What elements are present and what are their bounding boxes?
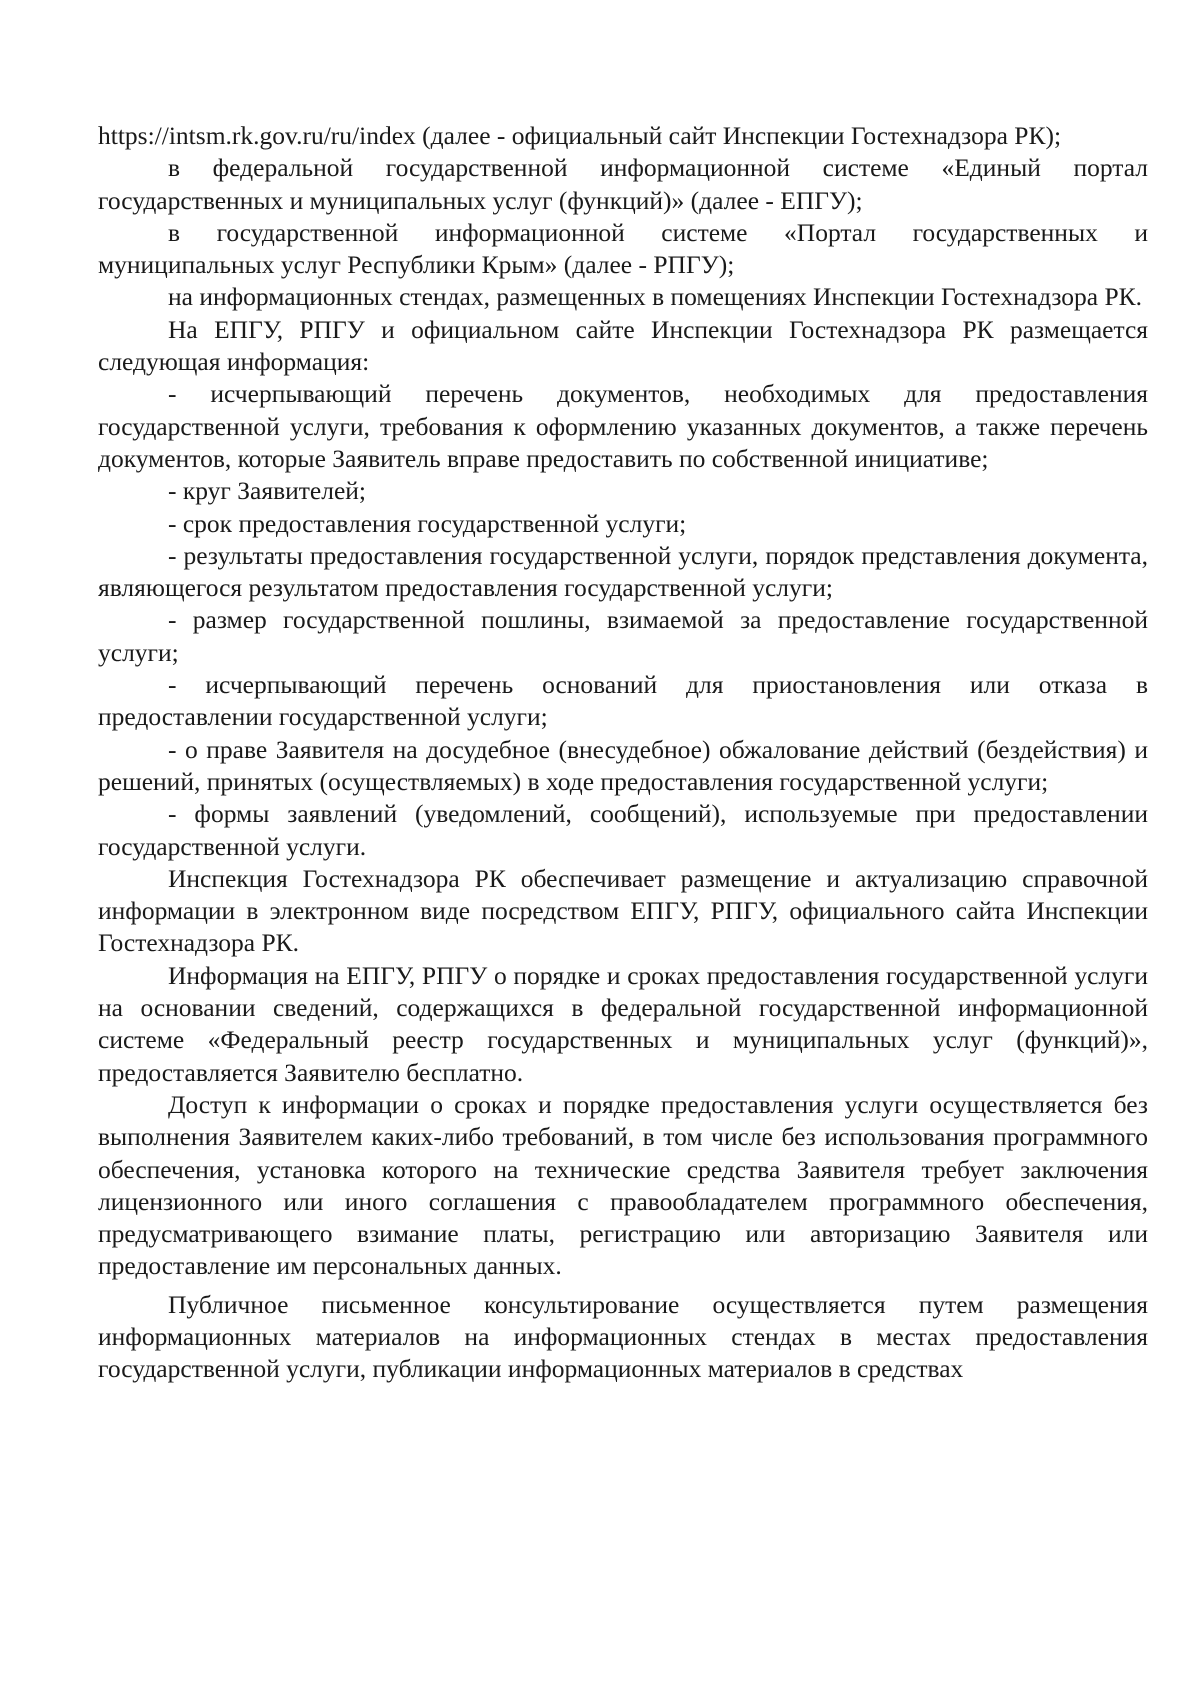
list-item-applicants: - круг Заявителей; [168, 476, 366, 506]
list-item-state-fee: - размер государственной пошлины, взимаемой за предоставление государственной услуги; [98, 605, 1148, 667]
list-item-grounds-refusal: - исчерпывающий перечень оснований для приостановления или отказа в предоставлении государственной услуги; [98, 670, 1148, 732]
paragraph-website-link: https://intsm.rk.gov.ru/ru/index (далее - официальный сайт Инспекции Гостехнадзора РК); [98, 121, 1062, 150]
paragraph-rpgu: в государственной информационной системе «Портал государственных и муниципальных услуг Республики Крым» (далее - РПГУ); [98, 217, 1148, 280]
paragraph-public-consulting: Публичное письменное консультирование осуществляется путем размещения информационных материалов на информационных стендах в местах предоставления государственной услуги, публикации информационных материалов в средствах [98, 1289, 1148, 1384]
paragraph-info-free: Информация на ЕПГУ, РПГУ о порядке и сроках предоставления государственной услуги на основании сведений, содержащихся в федеральной государственной информационной системе «Федеральный реестр государственных и муниципальных услуг (функций)», предоставляется Заявителю бесплатно. [98, 960, 1148, 1087]
paragraph-epgu: в федеральной государственной информационной системе «Единый портал государственных и муниципальных услуг (функций)» (далее - ЕПГУ); [98, 153, 1148, 215]
document-body [98, 120, 1148, 1386]
paragraph-access: Доступ к информации о сроках и порядке предоставления услуги осуществляется без выполнения Заявителем каких-либо требований, в том числе без использования программного обеспечения, установка которого на технические средства Заявителя требует заключения лицензионного или иного соглашения с правообладателем программного обеспечения, предусматривающего взимание платы, регистрацию или авторизацию Заявителя или предоставление им персональных данных. [98, 1089, 1148, 1281]
list-item-term: - срок предоставления государственной услуги; [168, 508, 687, 538]
paragraph-info-stands: на информационных стендах, размещенных в помещениях Инспекции Гостехнадзора РК. [168, 282, 1143, 312]
list-item-results: - результаты предоставления государственной услуги, порядок представления документа, являющегося результатом предоставления государственной услуги; [98, 540, 1148, 603]
paragraph-info-placed: На ЕПГУ, РПГУ и официальном сайте Инспекции Гостехнадзора РК размещается следующая информация: [98, 314, 1148, 377]
list-item-forms: - формы заявлений (уведомлений, сообщений), используемые при предоставлении государственной услуги. [98, 799, 1148, 861]
paragraph-inspection-ensures: Инспекция Гостехнадзора РК обеспечивает размещение и актуализацию справочной информации в электронном виде посредством ЕПГУ, РПГУ, официального сайта Инспекции Гостехнадзора РК. [98, 863, 1148, 958]
list-item-documents: - исчерпывающий перечень документов, необходимых для предоставления государственной услуги, требования к оформлению указанных документов, а также перечень документов, которые Заявитель вправе предоставить по собственной инициативе; [98, 379, 1148, 473]
list-item-appeal-right: - о праве Заявителя на досудебное (внесудебное) обжалование действий (бездействия) и решений, принятых (осуществляемых) в ходе предоставления государственной услуги; [98, 734, 1148, 796]
